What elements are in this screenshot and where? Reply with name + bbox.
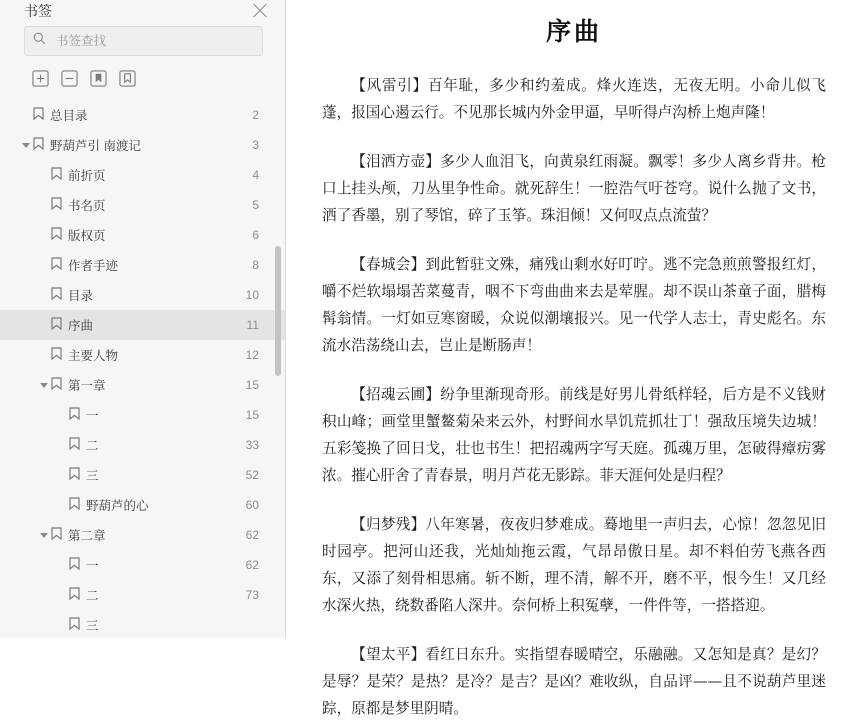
document-paragraph: 【春城会】到此暂驻文殊，痛残山剩水好叮咛。逃不完急煎煎警报红灯，嚼不烂软塌塌苦菜蔓青，咽不下弯曲曲来去是荤腥。却不误山茶童子面，腊梅髯翁情。一灯如豆寒窗暖，众说似潮壤报兴。见一代学人志士，青史彪名。东流水浩荡绕山去，岂止是断肠声！ bbox=[322, 256, 826, 354]
bookmark-page-number: 15 bbox=[245, 408, 259, 422]
close-icon[interactable] bbox=[249, 0, 271, 22]
bookmark-icon bbox=[51, 317, 62, 333]
document-body bbox=[322, 72, 826, 722]
bookmark-tree[interactable] bbox=[0, 98, 285, 640]
tree-spacer bbox=[38, 289, 50, 301]
tree-spacer bbox=[38, 319, 50, 331]
bookmark-row[interactable] bbox=[0, 340, 285, 370]
bookmark-icon bbox=[69, 467, 80, 483]
bookmark-page-number: 12 bbox=[245, 348, 259, 362]
sidebar-scrollbar-thumb[interactable] bbox=[275, 246, 281, 376]
bookmark-row[interactable] bbox=[0, 400, 285, 430]
bookmark-row[interactable] bbox=[0, 130, 285, 160]
bookmark-icon bbox=[51, 167, 62, 183]
tree-spacer bbox=[38, 349, 50, 361]
bookmark-page-number: 11 bbox=[246, 318, 259, 332]
search-icon bbox=[33, 32, 46, 50]
bookmark-icon bbox=[69, 497, 80, 513]
document-paragraph: 【归梦残】八年寒暑，夜夜归梦难成。蓦地里一声归去，心惊！忽忽见旧时园亭。把河山还我，光灿灿拖云霞，气昂昂傲日星。却不料伯劳飞燕各西东，又添了刻骨相思痛。斩不断，理不清，解不开，磨不平，恨今生！又几经水深火热，绕数番陷人深井。奈何桥上积冤孽，一件件等，一搭搭迎。 bbox=[322, 516, 826, 614]
bookmark-row[interactable] bbox=[0, 160, 285, 190]
bookmark-icon bbox=[51, 197, 62, 213]
bookmarks-toolbar bbox=[0, 56, 285, 98]
bookmark-icon bbox=[33, 107, 44, 123]
tree-spacer bbox=[20, 109, 32, 121]
chevron-open-icon[interactable] bbox=[20, 139, 32, 151]
tree-spacer bbox=[56, 469, 68, 481]
bookmark-page-number: 52 bbox=[245, 468, 259, 482]
document-pane[interactable] bbox=[286, 0, 860, 717]
bookmark-row[interactable] bbox=[0, 220, 285, 250]
sidebar-scrollbar-track[interactable] bbox=[277, 120, 283, 600]
tree-spacer bbox=[56, 619, 68, 631]
bookmark-page-number: 73 bbox=[245, 588, 259, 602]
bookmark-row[interactable] bbox=[0, 280, 285, 310]
bookmark-icon bbox=[51, 347, 62, 363]
bookmark-icon bbox=[69, 437, 80, 453]
bookmark-row[interactable] bbox=[0, 250, 285, 280]
bookmark-icon bbox=[51, 227, 62, 243]
tree-spacer bbox=[56, 439, 68, 451]
bookmark-icon bbox=[51, 287, 62, 303]
bookmark-label: 二 bbox=[86, 589, 99, 603]
bookmark-icon bbox=[69, 617, 80, 633]
bookmark-label: 第一章 bbox=[68, 379, 106, 393]
bookmark-icon bbox=[69, 587, 80, 603]
tree-spacer bbox=[56, 409, 68, 421]
tree-spacer bbox=[38, 259, 50, 271]
bookmark-label: 一 bbox=[86, 559, 99, 573]
tree-spacer bbox=[56, 559, 68, 571]
search-box[interactable] bbox=[24, 26, 263, 56]
document-paragraph: 【招魂云圃】纷争里渐现奇形。前线是好男儿骨纸样轻，后方是不义钱财积山峰；画堂里蟹鳌菊朵来云外，村野间水旱饥荒抓壮丁！强敌压境失边城！五彩笺换了回日戈，壮也书生！把招魂两字写天庭。孤魂万里，怎破得瘴疠雾浓。摧心肝舍了青春景，明月芦花无影踪。菲天涯何处是归程？ bbox=[322, 386, 826, 484]
bookmark-icon bbox=[69, 557, 80, 573]
bookmark-flag-button[interactable] bbox=[88, 68, 108, 88]
bookmark-label: 第二章 bbox=[68, 529, 106, 543]
bookmark-page-number: 15 bbox=[245, 378, 259, 392]
bookmark-label: 目录 bbox=[68, 289, 94, 303]
bookmark-label: 前折页 bbox=[68, 169, 106, 183]
tree-spacer bbox=[56, 499, 68, 511]
bookmark-icon bbox=[51, 527, 62, 543]
remove-bookmark-button[interactable] bbox=[59, 68, 79, 88]
bookmark-icon bbox=[51, 377, 62, 393]
tree-spacer bbox=[38, 229, 50, 241]
bookmark-label: 版权页 bbox=[68, 229, 106, 243]
bookmark-label: 书名页 bbox=[68, 199, 106, 213]
bookmark-page-number: 10 bbox=[245, 288, 259, 302]
bookmark-page-number: 4 bbox=[252, 168, 259, 182]
bookmark-label: 主要人物 bbox=[68, 349, 119, 363]
bookmark-row[interactable] bbox=[0, 520, 285, 550]
bookmark-page-number: 5 bbox=[252, 198, 259, 212]
bookmark-page-number: 33 bbox=[245, 438, 259, 452]
bookmark-row[interactable] bbox=[0, 100, 285, 130]
bookmark-page-number: 60 bbox=[245, 498, 259, 512]
bookmark-row[interactable] bbox=[0, 610, 285, 640]
bookmark-label: 三 bbox=[86, 469, 99, 483]
add-bookmark-button[interactable] bbox=[30, 68, 50, 88]
bookmark-label: 野葫芦引 南渡记 bbox=[50, 139, 141, 153]
document-paragraph: 【望太平】看红日东升。实指望春暖晴空，乐融融。又怎知是真？是幻？是辱？是荣？是热？是冷？是吉？是凶？难收纵，自品评——且不说葫芦里迷踪，原都是梦里阴晴。 bbox=[322, 646, 826, 717]
sidebar-header bbox=[0, 0, 285, 22]
bookmark-row[interactable] bbox=[0, 310, 285, 340]
bookmark-row[interactable] bbox=[0, 430, 285, 460]
sidebar-title: 书签 bbox=[24, 3, 52, 19]
bookmark-icon bbox=[69, 407, 80, 423]
bookmarks-sidebar bbox=[0, 0, 286, 638]
bookmark-label: 一 bbox=[86, 409, 99, 423]
bookmark-label: 野葫芦的心 bbox=[86, 499, 149, 513]
chevron-open-icon[interactable] bbox=[38, 379, 50, 391]
bookmark-label: 三 bbox=[86, 619, 99, 633]
bookmark-icon bbox=[33, 137, 44, 153]
bookmark-page-number: 2 bbox=[252, 108, 259, 122]
bookmark-row[interactable] bbox=[0, 580, 285, 610]
bookmark-icon bbox=[51, 257, 62, 273]
bookmark-page-number: 8 bbox=[252, 258, 259, 272]
tree-spacer bbox=[56, 589, 68, 601]
bookmark-label: 作者手迹 bbox=[68, 259, 119, 273]
document-paragraph: 【泪洒方壶】多少人血泪飞，向黄泉红雨凝。飘零！多少人离乡背井。枪口上挂头颅，刀丛里争性命。就死辞生！一腔浩气吁苍穹。说什么抛了文书，洒了香墨，别了琴馆，碎了玉筝。珠泪倾！又何叹点点流萤？ bbox=[322, 153, 826, 224]
tree-spacer bbox=[38, 199, 50, 211]
bookmark-page-number: 6 bbox=[252, 228, 259, 242]
chevron-open-icon[interactable] bbox=[38, 529, 50, 541]
bookmark-row[interactable] bbox=[0, 460, 285, 490]
bookmark-label: 总目录 bbox=[50, 109, 88, 123]
tree-spacer bbox=[38, 169, 50, 181]
bookmark-label: 序曲 bbox=[68, 319, 94, 333]
bookmark-page-number: 3 bbox=[252, 138, 259, 152]
search-container bbox=[0, 22, 285, 56]
document-paragraph: 【风雷引】百年耻，多少和约羞成。烽火连迭，无夜无明。小命儿似飞蓬，报国心遏云行。不见那长城内外金甲逼，早听得卢沟桥上炮声隆！ bbox=[322, 77, 826, 121]
bookmark-label: 二 bbox=[86, 439, 99, 453]
bookmark-row[interactable] bbox=[0, 370, 285, 400]
bookmark-page-number: 62 bbox=[245, 558, 259, 572]
bookmark-row[interactable] bbox=[0, 550, 285, 580]
bookmark-row[interactable] bbox=[0, 190, 285, 220]
bookmark-outline-button[interactable] bbox=[117, 68, 137, 88]
bookmark-page-number: 62 bbox=[245, 528, 259, 542]
page-title: 序曲 bbox=[545, 17, 602, 46]
bookmark-row[interactable] bbox=[0, 490, 285, 520]
search-input[interactable] bbox=[54, 33, 254, 49]
